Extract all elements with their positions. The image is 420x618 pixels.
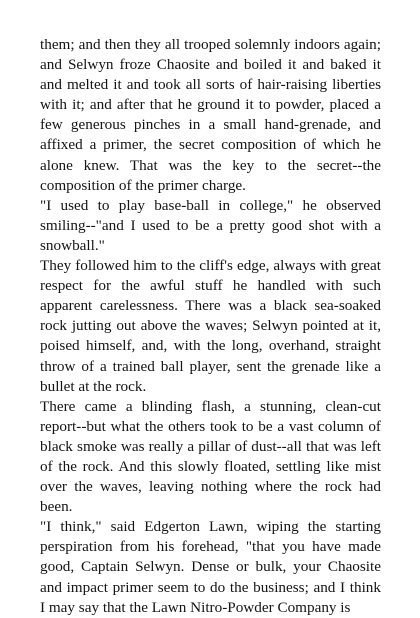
page-body [40, 35, 381, 618]
paragraph: They followed him to the cliff's edge, always with great respect for the awful stuff he handled with such apparent carelessness. There was a black sea-soaked rock jutting out above the waves; Selwyn pointed at it, poised himself, and, with the long, overhand, straight throw of a trained ball player, sent the grenade like a bullet at the rock. [40, 257, 381, 395]
paragraph: "I used to play base-ball in college," he observed smiling--"and I used to be a pretty good shot with a snowball." [40, 196, 381, 254]
paragraph: There came a blinding flash, a stunning, clean-cut report--but what the others took to be a vast column of black smoke was really a pillar of dust--all that was left of the rock. And this slowly floated, settling like mist over the waves, leaving nothing where the rock had been. [40, 397, 381, 516]
paragraph: them; and then they all trooped solemnly indoors again; and Selwyn froze Chaosite and boiled it and baked it and melted it and took all sorts of hair-raising liberties with it; and after that he ground it to powder, placed a few generous pinches in a small hand-grenade, and affixed a primer, the secret composition of which he alone knew. That was the key to the secret--the composition of the primer charge. [40, 36, 381, 194]
paragraph: "I think," said Edgerton Lawn, wiping the starting perspiration from his forehead, "that you have made good, Captain Selwyn. Dense or bulk, your Chaosite and impact primer seem to do the business; and I think I may say that the Lawn Nitro-Powder Company is [40, 518, 381, 616]
